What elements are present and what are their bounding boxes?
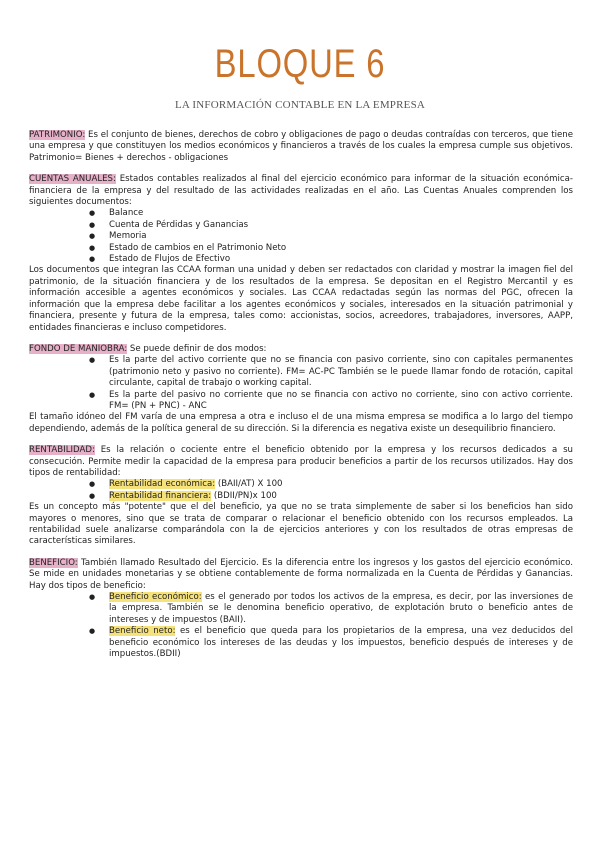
paragraph-text: Es la relación o cociente entre el beneficio obtenido por la empresa y los recursos dedicados a su consecución. Permite medir la capacidad de la empresa para producir beneficios a partir de los recursos utilizados. Hay dos tipos de rentabilidad: xyxy=(29,445,573,478)
bullet-list xyxy=(29,592,573,660)
section-beneficio xyxy=(29,558,573,661)
term-highlight: FONDO DE MANIOBRA: xyxy=(29,343,128,354)
list-item: ● Balance xyxy=(109,208,573,219)
paragraph xyxy=(29,130,573,164)
section-cuentas-anuales xyxy=(29,174,573,334)
paragraph-text: Es un concepto más "potente" que el del beneficio, ya que no se trata simplemente de saber si los beneficios han sido mayores o menores, sino que se trata de comparar o relacionar el beneficio obtenido con los recursos empleados. La rentabilidad suele analizarse comparándola con la de ejercicios anteriores y con los resultados de otras empresas de características similares. xyxy=(29,502,573,547)
term-highlight: CUENTAS ANUALES: xyxy=(29,174,116,185)
paragraph-text: Se puede definir de dos modos: xyxy=(127,343,267,354)
list-item xyxy=(109,592,573,626)
list-item-text: (BDII/PN)x 100 xyxy=(211,490,277,501)
paragraph-text: Los documentos que integran las CCAA forman una unidad y deben ser redactados con claridad y mostrar la imagen fiel del patrimonio, de la situación financiera y de los resultados de la empresa. Se depositan en el Registro Mercantil y es información accesible a agentes económicos y sociales. Las CCAA redactadas según las normas del PGC, ofrecen la información que la empresa debe facilitar a los agentes económicos y sociales, interesados en la situación patrimonial y financiera, presente y futura de la empresa, tales como: accionistas, socios, acreedores, trabajadores, inversores, AAPP, entidades financieras e incluso competidores. xyxy=(29,265,573,333)
term-highlight: Beneficio neto: xyxy=(109,626,176,637)
section-rentabilidad xyxy=(29,445,573,548)
term-highlight: Rentabilidad económica: xyxy=(109,479,216,490)
list-item: ● Memoria xyxy=(109,231,573,242)
term-highlight: BENEFICIO: xyxy=(29,557,78,568)
document-body xyxy=(29,130,573,670)
term-highlight: PATRIMONIO: xyxy=(29,130,86,140)
list-item: ● Es la parte del activo corriente que no se financia con pasivo corriente, sino con capitales permanentes (patrimonio neto y pasivo no corriente). FM= AC-PC También se le puede llamar fondo de rotación, capital circulante, capital de trabajo o working capital. xyxy=(109,355,573,389)
paragraph xyxy=(29,344,573,355)
bullet-list xyxy=(29,479,573,502)
list-item xyxy=(109,626,573,660)
paragraph-text: Estados contables realizados al final del ejercicio económico para informar de la situación económica-financiera de la empresa y del resultado de las actividades realizadas en el año. Las Cuentas Anuales comprenden los siguientes documentos: xyxy=(29,174,573,208)
term-highlight: Rentabilidad financiera: xyxy=(109,490,212,501)
page-subtitle: LA INFORMACIÓN CONTABLE EN LA EMPRESA xyxy=(174,99,426,111)
paragraph xyxy=(29,174,573,208)
paragraph xyxy=(29,445,573,479)
list-item-text: (BAII/AT) X 100 xyxy=(215,479,283,490)
page-title: BLOQUE 6 xyxy=(214,42,386,86)
term-highlight: Beneficio económico: xyxy=(109,592,202,603)
paragraph-text: Es el conjunto de bienes, derechos de cobro y obligaciones de pago o deudas contraídas con terceros, que tiene una empresa y que constituyen los medios económicos y financieros a través de los cuales la empresa cumple sus objetivos. Patrimonio= Bienes + derechos - obligaciones xyxy=(29,130,573,163)
list-item xyxy=(109,479,573,490)
bullet-list xyxy=(29,208,573,265)
list-item-text: es el generado por todos los activos de la empresa, es decir, por las inversiones de la empresa. También se le denomina beneficio operativo, de explotación bruto o beneficio antes de intereses y de impuestos (BAII). xyxy=(109,592,573,625)
list-item xyxy=(109,491,573,502)
list-item: ● Cuenta de Pérdidas y Ganancias xyxy=(109,220,573,231)
list-item: ● Es la parte del pasivo no corriente que no se financia con activo no corriente, sino con activo corriente. FM= (PN + PNC) - ANC xyxy=(109,390,573,413)
term-highlight: RENTABILIDAD: xyxy=(29,445,95,456)
list-item-text: es el beneficio que queda para los propietarios de la empresa, una vez deducidos del beneficio económico los intereses de las deudas y los impuestos, beneficio después de intereses y de impuestos.(BDII) xyxy=(109,626,573,660)
paragraph-text: El tamaño idóneo del FM varía de una empresa a otra e incluso el de una misma empresa se modifica a lo largo del tiempo dependiendo, además de la política general de su dirección. Si la diferencia es negativa existe un desequilibrio financiero. xyxy=(29,412,573,434)
section-fondo-maniobra xyxy=(29,344,573,435)
paragraph-text: También llamado Resultado del Ejercicio. Es la diferencia entre los ingresos y los gastos del ejercicio económico. Se mide en unidades monetarias y se obtiene contablemente de forma normalizada en la Cuenta de Pérdidas y Ganancias. Hay dos tipos de beneficio: xyxy=(29,557,573,591)
bullet-list xyxy=(29,355,573,412)
list-item: ● Estado de cambios en el Patrimonio Neto xyxy=(109,243,573,254)
paragraph xyxy=(29,558,573,592)
section-patrimonio xyxy=(29,130,573,164)
list-item: ● Estado de Flujos de Efectivo xyxy=(109,254,573,265)
